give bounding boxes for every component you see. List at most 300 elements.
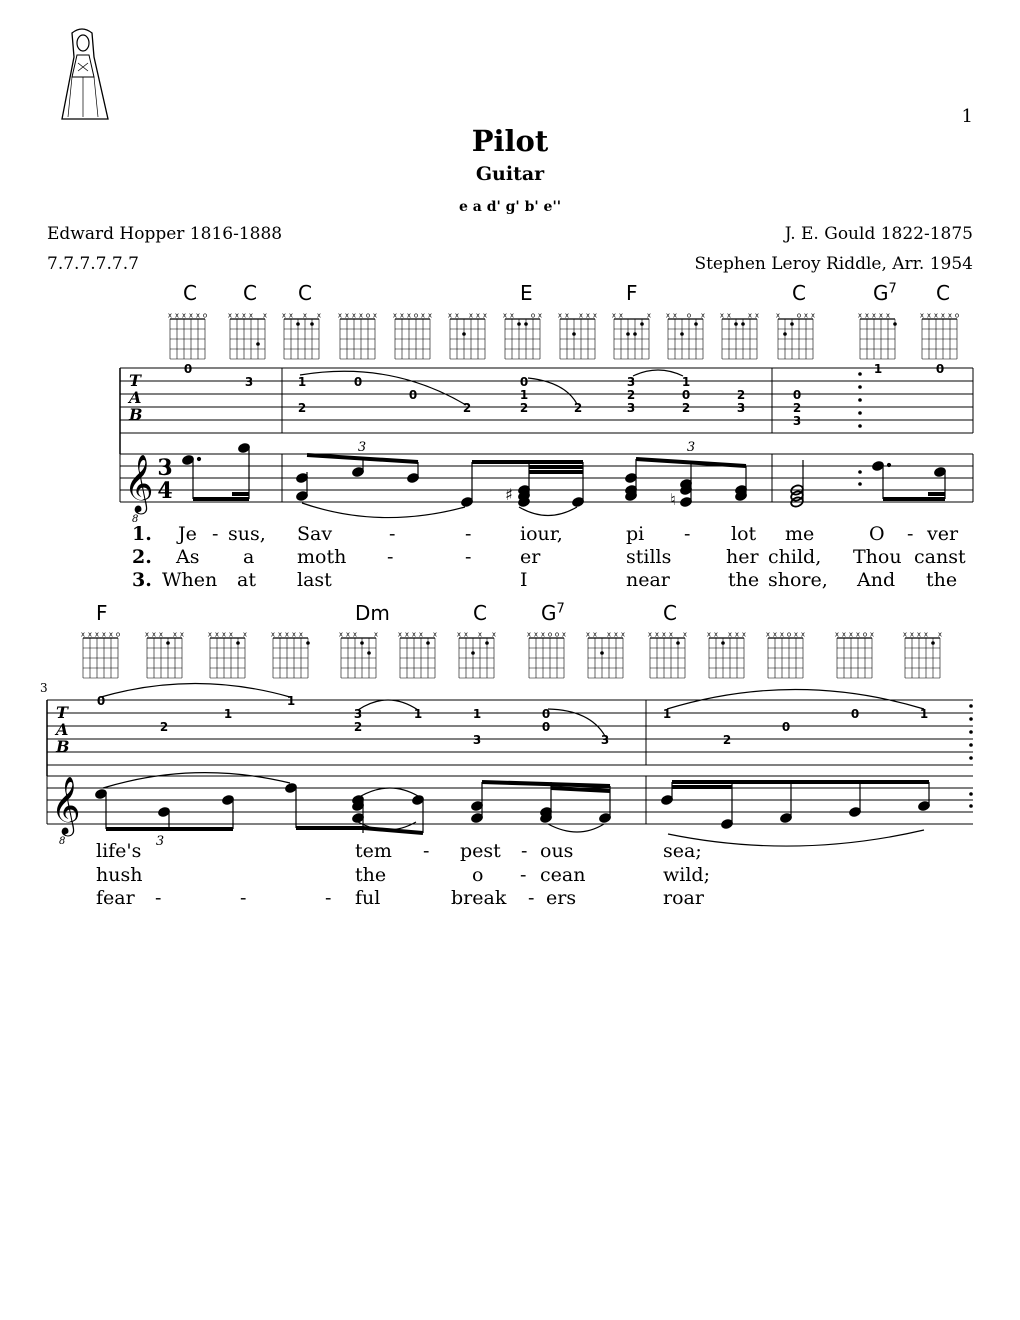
lyric-syllable: When [162,569,218,591]
svg-text:A: A [129,388,142,407]
tab-number: 0 [781,720,791,734]
svg-text:x: x [468,311,474,320]
svg-text:x: x [316,311,322,320]
svg-text:x: x [706,630,712,639]
svg-text:x: x [526,630,532,639]
lyric-syllable: wild; [663,864,710,886]
svg-text:x: x [281,311,287,320]
svg-text:x: x [800,630,806,639]
svg-text:x: x [611,311,617,320]
lyric-syllable: lot [731,523,757,545]
svg-text:T: T [56,703,68,722]
svg-text:x: x [772,630,778,639]
svg-text:x: x [857,311,863,320]
svg-text:x: x [241,311,247,320]
svg-text:B: B [56,737,70,756]
chord-diagram [282,312,321,360]
lyric-syllable: stills [626,546,672,568]
chord-diagram [228,312,267,360]
svg-text:x: x [397,630,403,639]
tab-number: 1 [519,388,529,402]
lyric-syllable: - [212,523,219,545]
tab-clef [127,371,143,424]
meter: 7.7.7.7.7.7 [47,254,139,274]
svg-text:x: x [406,311,412,320]
svg-text:x: x [151,630,157,639]
tab-number: 1 [873,362,883,376]
svg-text:x: x [404,630,410,639]
svg-text:o: o [796,311,802,320]
svg-text:x: x [661,630,667,639]
lyric-syllable: - [465,546,472,568]
lyric-syllable: ver [927,523,959,545]
lyric-syllable: ous [540,840,574,862]
chord-diagram [586,631,625,679]
svg-text:x: x [352,630,358,639]
chord-diagram [457,631,496,679]
svg-text:x: x [337,311,343,320]
svg-text:B: B [129,405,143,424]
svg-text:8: 8 [59,836,66,847]
svg-text:x: x [700,311,706,320]
svg-text:x: x [841,630,847,639]
svg-text:x: x [482,311,488,320]
chord-diagram [168,312,207,360]
lyric-syllable: iour, [520,523,563,545]
lyric-syllable: canst [914,546,966,568]
svg-text:x: x [288,311,294,320]
tab-number: 1 [472,707,482,721]
svg-text:x: x [919,311,925,320]
svg-text:x: x [167,311,173,320]
svg-text:4: 4 [157,478,173,504]
tab-number: 1 [681,375,691,389]
svg-text:x: x [277,630,283,639]
svg-text:x: x [351,311,357,320]
svg-text:x: x [668,630,674,639]
svg-text:o: o [786,630,792,639]
svg-text:x: x [227,311,233,320]
lyric-syllable: sus, [228,523,266,545]
tab-number: 2 [736,388,746,402]
svg-text:x: x [80,630,86,639]
chord-name: F [626,281,638,305]
svg-text:x: x [234,311,240,320]
lyric-syllable: - [423,840,430,862]
chord-name: C [473,601,487,625]
lyric-syllable: ful [355,887,381,909]
lyric-syllable: As [176,546,200,568]
svg-text:o: o [115,630,121,639]
lyric-syllable: - [240,887,247,909]
tab-number: 0 [96,694,106,708]
lyric-syllable: break [451,887,507,909]
svg-text:8: 8 [132,514,139,525]
svg-text:x: x [463,630,469,639]
svg-text:x: x [338,630,344,639]
tab-number: 2 [462,401,472,415]
notes [181,442,946,509]
svg-text:x: x [418,630,424,639]
svg-text:x: x [491,630,497,639]
chord-diagram [393,312,432,360]
svg-text:x: x [372,311,378,320]
chord-name: C [792,281,806,305]
svg-text:x: x [765,630,771,639]
svg-text:T: T [129,371,141,390]
lyric-syllable: - [155,887,162,909]
notation-staff [47,765,973,824]
svg-text:3: 3 [686,440,696,455]
svg-text:x: x [561,630,567,639]
svg-text:x: x [454,311,460,320]
lyric-syllable: - [325,887,332,909]
chord-name: $G^7$ [873,281,897,305]
tab-number: 3 [353,707,363,721]
svg-text:x: x [620,630,626,639]
chord-diagram [648,631,687,679]
svg-text:x: x [933,311,939,320]
svg-text:3: 3 [157,455,173,481]
lyric-syllable: - [389,523,396,545]
tab-number: 1 [919,707,929,721]
tab-number: 3 [600,733,610,747]
chord-name: C [243,281,257,305]
chord-name: F [96,601,108,625]
svg-text:x: x [270,630,276,639]
svg-text:x: x [592,311,598,320]
lyric-syllable: last [297,569,332,591]
svg-text:x: x [399,311,405,320]
svg-text:o: o [554,630,560,639]
lyric-syllable: And [857,569,896,591]
tab-number: 3 [472,733,482,747]
svg-text:3: 3 [155,834,165,849]
svg-text:x: x [214,630,220,639]
chord-name: C [183,281,197,305]
svg-text:x: x [502,311,508,320]
chord-name: E [520,281,533,305]
svg-text:x: x [207,630,213,639]
lyric-syllable: pi [626,523,645,545]
svg-text:x: x [172,630,178,639]
tab-number: 0 [541,707,551,721]
tab-number: 0 [408,388,418,402]
lyric-syllable: - [520,864,527,886]
lyric-syllable: the [355,864,387,886]
svg-text:x: x [793,630,799,639]
lyric-syllable: roar [663,887,704,909]
svg-text:x: x [101,630,107,639]
svg-text:x: x [646,311,652,320]
svg-text:x: x [447,311,453,320]
chord-diagram [398,631,437,679]
lyric-syllable: her [726,546,759,568]
tab-number: 3 [626,375,636,389]
composer: J. E. Gould 1822-1875 [784,224,973,244]
svg-text:o: o [413,311,419,320]
svg-text:x: x [864,311,870,320]
tab-number: 2 [681,401,691,415]
svg-text:x: x [284,630,290,639]
time-signature [157,455,172,504]
svg-text:x: x [411,630,417,639]
svg-text:o: o [862,630,868,639]
lyric-syllable: - [528,887,535,909]
tab-number: 0 [519,375,529,389]
svg-text:x: x [940,311,946,320]
svg-text:x: x [585,630,591,639]
svg-text:x: x [392,311,398,320]
tab-numbers [184,362,944,428]
tab-number: 2 [353,720,363,734]
svg-text:x: x [926,311,932,320]
svg-text:A: A [56,720,69,739]
svg-text:x: x [298,630,304,639]
svg-text:x: x [144,630,150,639]
tab-clef [54,703,70,756]
svg-text:x: x [713,630,719,639]
lyric-syllable: I [520,569,528,591]
svg-text:x: x [427,311,433,320]
tab-number: 0 [681,388,691,402]
chord-diagram [208,631,247,679]
svg-text:x: x [734,630,740,639]
svg-text:x: x [262,311,268,320]
song-title: Pilot [471,124,549,158]
lyric-syllable: Je [178,523,197,545]
lyric-syllable: - [521,840,528,862]
tab-number: 0 [792,388,802,402]
tuning-label: e a d' g' b' e'' [458,199,562,215]
svg-text:x: x [654,630,660,639]
svg-text:x: x [540,630,546,639]
svg-text:x: x [855,630,861,639]
svg-text:x: x [108,630,114,639]
svg-text:x: x [585,311,591,320]
chord-diagram [720,312,759,360]
lyric-syllable: ers [546,887,577,909]
svg-text:x: x [672,311,678,320]
svg-text:x: x [345,630,351,639]
svg-text:x: x [242,630,248,639]
treble-clef [51,776,81,847]
svg-text:x: x [475,311,481,320]
svg-text:x: x [358,311,364,320]
lyric-syllable: shore, [768,569,828,591]
lyric-syllable: cean [540,864,586,886]
svg-text:x: x [94,630,100,639]
lyric-syllable: moth [297,546,347,568]
svg-text:x: x [834,630,840,639]
chord-diagram [503,312,542,360]
svg-text:x: x [248,311,254,320]
svg-text:x: x [779,630,785,639]
svg-text:o: o [530,311,536,320]
svg-text:x: x [592,630,598,639]
chord-diagram [776,312,815,360]
tab-number: 2 [519,401,529,415]
tab-number: 0 [850,707,860,721]
tab-number: 2 [626,388,636,402]
svg-text:x: x [618,311,624,320]
chord-diagram [271,631,310,679]
tab-number: 1 [286,694,296,708]
notes [94,782,930,833]
svg-text:x: x [682,630,688,639]
svg-text:o: o [686,311,692,320]
svg-text:x: x [741,630,747,639]
tab-number: 0 [541,720,551,734]
lyric-syllable: sea; [663,840,702,862]
chord-diagram [920,312,959,360]
chord-diagram [558,312,597,360]
tab-number: 2 [792,401,802,415]
lyric-syllable: at [237,569,256,591]
svg-text:x: x [564,311,570,320]
svg-text:x: x [810,311,816,320]
chord-diagram [612,312,651,360]
svg-text:x: x [606,630,612,639]
svg-text:𝄞: 𝄞 [124,454,154,512]
tuplet-numbers [358,440,695,455]
chord-name: $G^7$ [541,601,565,625]
svg-text:x: x [869,630,875,639]
svg-text:x: x [373,630,379,639]
treble-clef [124,454,154,525]
svg-text:x: x [179,630,185,639]
tab-number: 2 [297,401,307,415]
svg-text:x: x [909,630,915,639]
svg-text:♮: ♮ [670,490,676,509]
chord-diagram [338,312,377,360]
chord-diagram [707,631,746,679]
svg-text:x: x [302,311,308,320]
verse-number: 3. [132,569,152,591]
svg-text:x: x [181,311,187,320]
lyric-syllable: er [520,546,541,568]
svg-text:x: x [885,311,891,320]
svg-text:x: x [923,630,929,639]
svg-text:x: x [775,311,781,320]
svg-text:x: x [291,630,297,639]
lyric-syllable: - [465,523,472,545]
lyric-syllable: Thou [853,546,902,568]
lyric-syllable: - [684,523,691,545]
lyric-syllable: o [472,864,484,886]
arranger: Stephen Leroy Riddle, Arr. 1954 [694,254,973,274]
lyric-syllable: pest [460,840,501,862]
chord-diagram [339,631,378,679]
chord-diagram [858,312,897,360]
svg-text:x: x [902,630,908,639]
chord-diagram [448,312,487,360]
svg-text:x: x [158,630,164,639]
svg-text:x: x [747,311,753,320]
svg-text:o: o [365,311,371,320]
svg-text:3: 3 [357,440,367,455]
svg-text:x: x [947,311,953,320]
svg-text:x: x [509,311,515,320]
lyric-syllable: - [387,546,394,568]
svg-text:x: x [432,630,438,639]
system-number: 3 [40,681,48,695]
chord-diagram [145,631,184,679]
lyric-syllable: me [785,523,815,545]
lyric-syllable: hush [96,864,143,886]
tab-number: 3 [736,401,746,415]
lyricist: Edward Hopper 1816-1888 [47,224,283,244]
chord-diagram [81,631,120,679]
svg-text:o: o [202,311,208,320]
svg-text:x: x [878,311,884,320]
lyric-syllable: Sav [297,523,333,545]
svg-text:x: x [537,311,543,320]
tab-staff [47,700,973,765]
svg-text:x: x [557,311,563,320]
tuplet-numbers [156,834,164,849]
svg-text:x: x [848,630,854,639]
svg-text:♯: ♯ [505,485,513,504]
tab-number: 1 [662,707,672,721]
chord-diagram [766,631,805,679]
svg-text:x: x [477,630,483,639]
svg-text:𝄞: 𝄞 [51,776,81,834]
chord-diagram [666,312,705,360]
svg-text:x: x [174,311,180,320]
lyric-syllable: the [728,569,760,591]
svg-text:x: x [937,630,943,639]
svg-text:x: x [613,630,619,639]
lyric-syllable: fear [96,887,135,909]
svg-text:x: x [727,630,733,639]
instrument-subtitle: Guitar [475,163,545,185]
svg-text:x: x [754,311,760,320]
chord-name: C [663,601,677,625]
tab-number: 2 [573,401,583,415]
lyric-syllable: - [907,523,914,545]
tab-number: 3 [626,401,636,415]
tab-number: 0 [353,375,363,389]
chord-name: C [936,281,950,305]
tab-number: 1 [297,375,307,389]
verse-number: 1. [132,523,152,545]
lyric-syllable: tem [355,840,392,862]
svg-text:x: x [87,630,93,639]
svg-text:x: x [916,630,922,639]
chord-diagram [835,631,874,679]
svg-text:x: x [647,630,653,639]
tab-number: 3 [792,414,802,428]
svg-text:x: x [195,311,201,320]
lyric-syllable: a [243,546,255,568]
lyric-syllable: life's [96,840,142,862]
svg-text:x: x [578,311,584,320]
chord-name: C [298,281,312,305]
notation-slurs [302,503,577,518]
chord-name: Dm [355,601,390,625]
page-number: 1 [961,106,973,127]
svg-text:x: x [188,311,194,320]
lyric-syllable: near [626,569,670,591]
svg-text:o: o [547,630,553,639]
svg-text:x: x [420,311,426,320]
lyric-syllable: the [926,569,958,591]
tab-number: 2 [159,720,169,734]
svg-text:o: o [954,311,960,320]
lyric-syllable: child, [768,546,822,568]
chord-diagram [903,631,942,679]
